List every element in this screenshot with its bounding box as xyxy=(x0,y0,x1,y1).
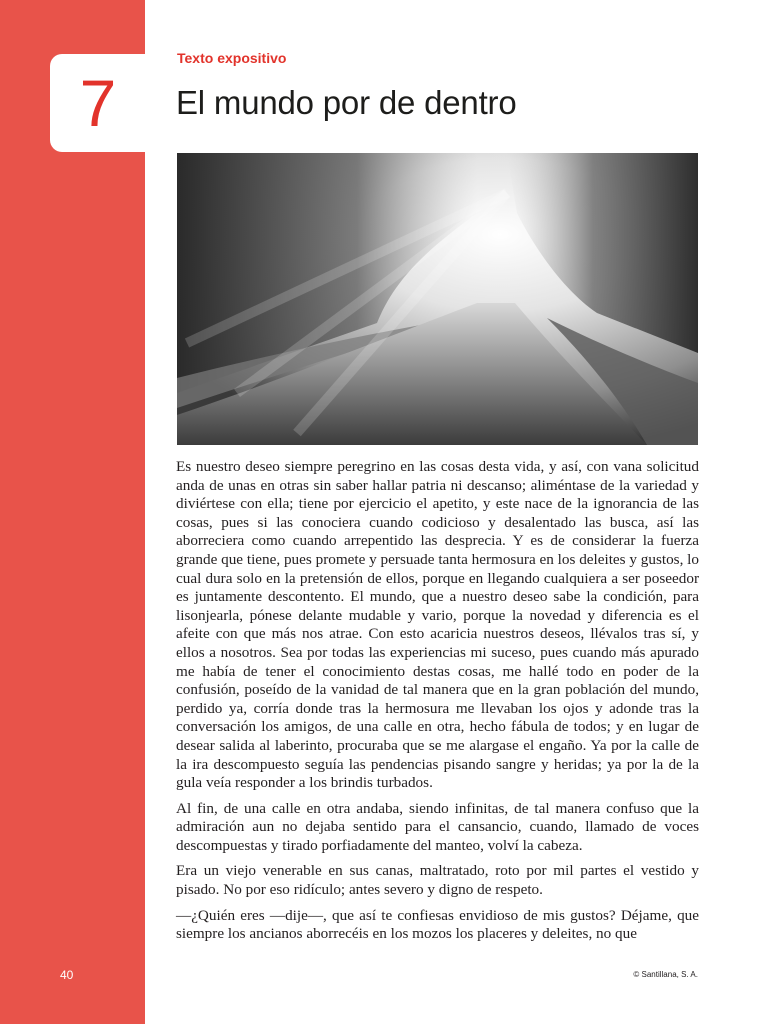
page-number: 40 xyxy=(60,968,74,982)
paragraph: Al fin, de una calle en otra andaba, siendo infinitas, de tal manera confuso que la admiración aun no dejaba sentido para el cansancio, cuando, llamado de voces descompuestas y tirado porfiadamente del manteo, volví la cabeza. xyxy=(176,799,699,854)
page-title: El mundo por de dentro xyxy=(176,84,517,121)
copyright-notice: © Santillana, S. A. xyxy=(633,970,698,979)
paragraph: Era un viejo venerable en sus canas, maltratado, roto por mil partes el vestido y pisado. No por eso ridículo; antes severo y digno de respeto. xyxy=(176,862,699,899)
genre-label: Texto expositivo xyxy=(177,50,287,66)
paragraph: Es nuestro deseo siempre peregrino en las cosas desta vida, y así, con vana solicitud anda de unas en otras sin saber hallar patria ni descanso; aliméntase de la variedad y diviértese con ella; tiene por ejercicio el apetito, y este nace de la ignorancia de las cosas, pues si las conociera cuando codicioso y desalentado las busca, así las aborreciera como cuando arrepentido las desprecia. Y es de considerar la fuerza grande que tiene, pues promete y persuade tanta hermosura en los deleites y gustos, lo cual dura solo en la pretensión de ellos, porque en llegando cualquiera a ser poseedor es juntamente descontento. El mundo, que a nuestro deseo sabe la condición, para lisonjearla, pónese delante mudable y vario, porque la novedad y diferencia es el afeite con que más nos atrae. Con esto acaricia nuestros deseos, llévalos tras sí, y ellos a nosotros. Sea por todas las experiencias mi suceso, pues cuando más apurado me había de tener el conocimiento destas cosas, me hallé todo en poder de la confusión, poseído de la vanidad de tal manera que en la gran población del mundo, perdido ya, corría donde tras la hermosura me llevaban los ojos y adonde tras la conversación los amigos, de una calle en otra, hecho fábula de todos; y en lugar de desear salida al laberinto, procuraba que se me alargase el engaño. Ya por la calle de la ira descompuesto seguía las pendencias pisando sangre y heridas; ya por la de la gula veía responder a los brindis turbados. xyxy=(176,458,699,792)
misty-road-photo xyxy=(177,153,698,445)
body-text xyxy=(176,458,699,951)
sidebar-band xyxy=(0,0,145,1024)
chapter-number: 7 xyxy=(79,66,117,140)
paragraph: —¿Quién eres —dije—, que así te confiesas envidioso de mis gustos? Déjame, que siempre los ancianos aborrecéis en los mozos los placeres y deleites, no que xyxy=(176,906,699,943)
misty-road-icon xyxy=(177,153,698,445)
